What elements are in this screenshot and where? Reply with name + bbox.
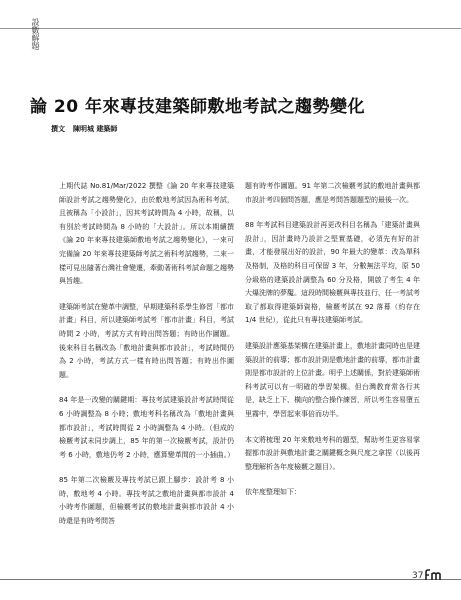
footer-rule [0,579,461,580]
paragraph: 依年度整理如下： [245,488,301,497]
paragraph: 88 年考試科目建築設計再更改科目名稱為「建築計畫與設計」，因計畫時乃設計之堅實基礎，必須先有好的計畫，才能發展出好的設計，90 年最大的變革：改為單科及格制，及格的科目可保留 3 年，分數無法平均，原 50 分級格的建築設計調整為 60 分及格，開啟了考生 4 年大爆洗牌的夢魘。這段時間檢覈與專技並行，任一考試考取了都取得建築師資格，檢覈考試在 92 落幕（約存在 1/4 世紀），從此只有專技建築師考試。 [245,221,420,325]
magazine-logo-icon [425,569,443,581]
byline-role: 撰文 [51,125,65,133]
paragraph: 85 年第二次檢覈及專技考試已跟上腳步：設計考 8 小時，敷地考 4 小時。專技考試之敷地計畫與都市設計 4 小時考作圖題，但檢覈考試的敷地計畫與都市設計 4 小時還是有時考問答 [59,476,234,526]
paragraph: 84 年是一改變的關鍵期：專技考試建築設計考試時間從 6 小時調整為 8 小時；敷地考科名稱改為「敷地計畫與都市設計」，考試時間從 2 小時調整為 4 小時。（但成的檢覈考試未同步調上，85 年的第一次檢覈考試，設計仍考 6 小時，敷地仍考 2 小時，應算變革間的一小插曲。） [59,396,235,459]
paragraph: 上期代誌 No.81/Mar/2022 撰整《論 20 年來專技建築師設計考試之趨勢變化》，由於敷地考試因為術科考試，且被稱為「小設計」，因其考試時間為 4 小時，故稱，以有別於考試時間為 8 小時的「大設計」。所以本期續撰《論 20 年來專技建築師敷地考試之趨勢變化》，一來可完備論 20 年來專技建築師考試之術科考試趨勢，二來一樣可見出隨著台灣社會變遷，牽動著術科考試命題之趨勢與旨趣。 [59,182,234,286]
header-rule [0,28,461,29]
page-number: 37 [412,571,424,581]
article-title: 論 20 年來專技建築師敷地考試之趨勢變化 [30,97,365,117]
right-column [245,180,420,512]
byline-author: 陳明城 建築師 [73,125,118,133]
section-tag: 設數解題 [31,18,40,50]
paragraph: 建築設計應築基架構在建築計畫上，敷地計畫同時也是建築設計的前導；都市設計則是敷地計畫的前導，都市計畫則是都市設計的上位計畫。明乎上述關係，對於建築師術科考試可以有一明確的學習架構。但台灣教育常各行其是，缺乏上下、橫向的整合操作練習，所以考生容易墮五里霧中，學習起來事倍而功半。 [245,341,420,418]
byline [51,124,125,134]
paragraph: 本文將梳理 20 年來敷地考科的題型，幫助考生更容易掌握都市設計與敷地計畫之關鍵概念與尺度之拿捏（以後再整理解析各年度檢覈之題目）。 [245,435,420,471]
paragraph: 題有時考作圖題。91 年第二次檢覈考試的敷地計畫與都市設計考四個問答題，應是考問答題題型的最後一次。 [245,182,420,204]
paragraph: 建築師考試在變革中調整，早期建築科系學生修習「都市計畫」科目，所以建築師考試考「都市計畫」科目，考試時間 2 小時，考試方式有時出問答題；有時出作圖題。後來科目名稱改為「敷地計畫與都市設計」，考試時間仍為 2 小時，考試方式一樣有時出問答題；有時出作圖題。 [59,302,234,379]
left-column [59,180,234,541]
